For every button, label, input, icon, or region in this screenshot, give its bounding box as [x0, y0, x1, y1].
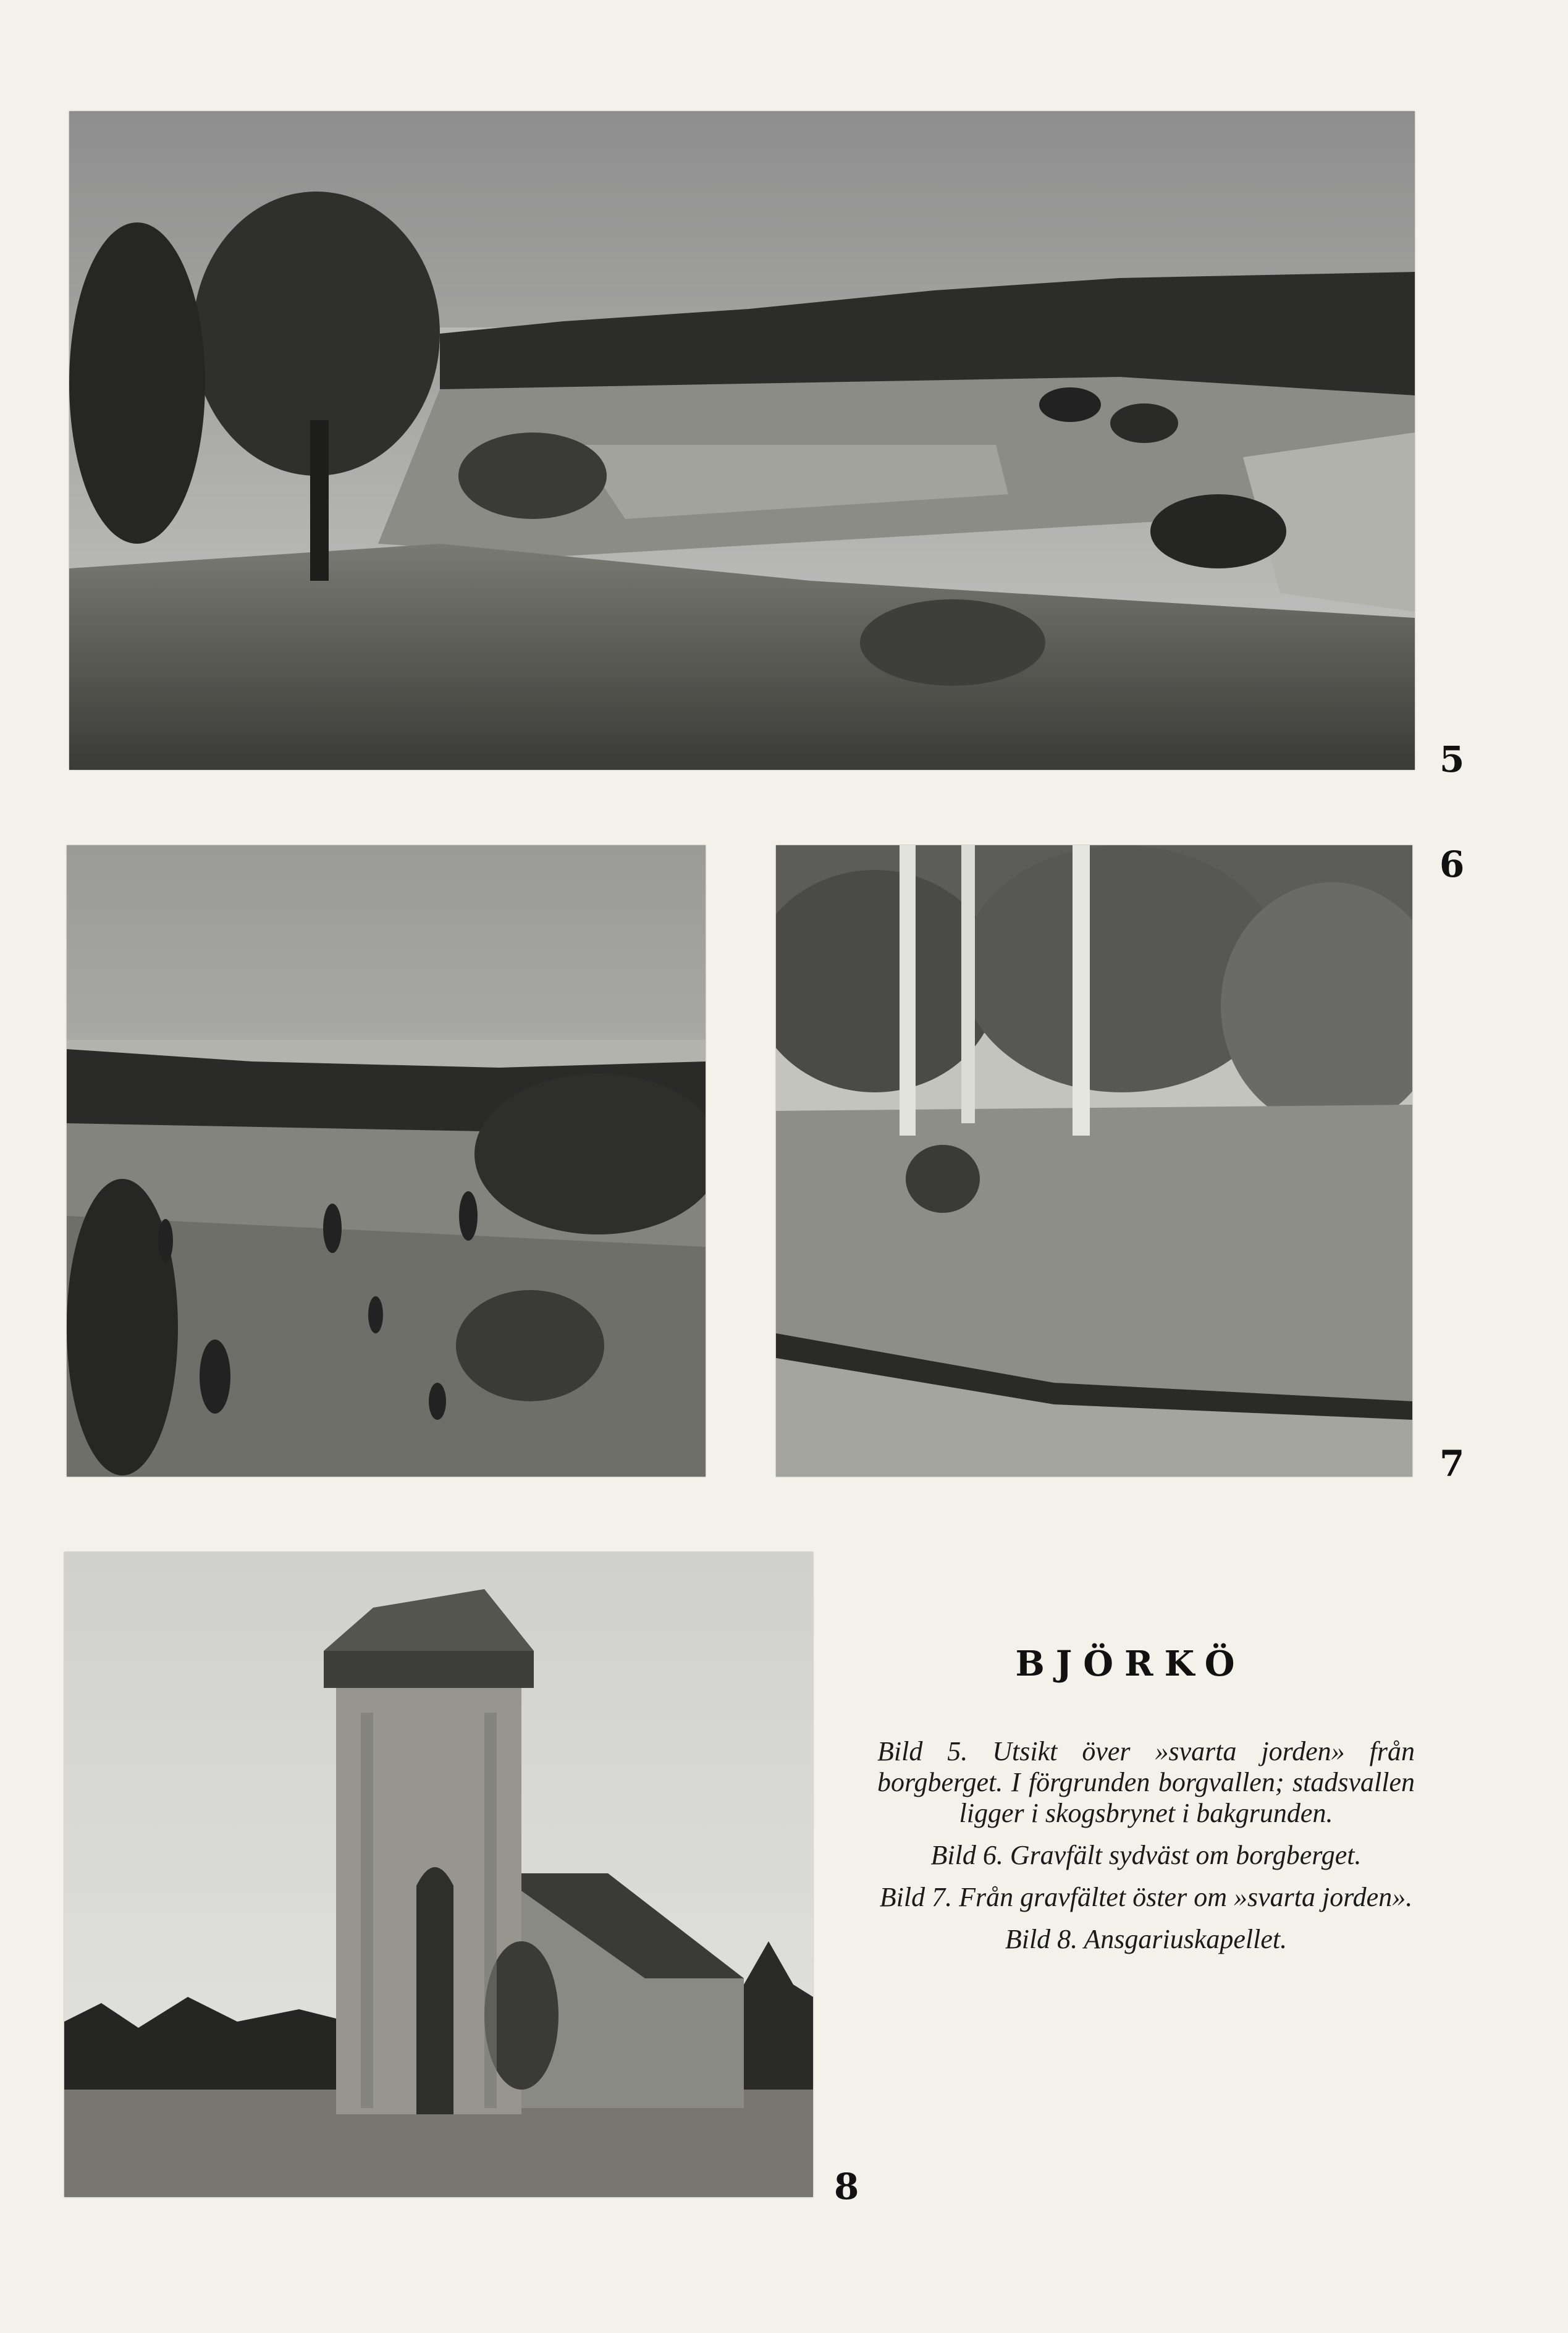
photo-bild-6 — [67, 845, 706, 1477]
birch-grove-illustration — [776, 845, 1412, 1477]
chapel-illustration — [64, 1552, 813, 2197]
figure-number-8: 8 — [834, 2166, 859, 2208]
caption-block — [877, 1736, 1415, 1966]
photo-bild-5 — [69, 111, 1415, 770]
figure-number-5: 5 — [1439, 738, 1465, 780]
burial-field-illustration — [67, 845, 706, 1477]
figure-number-7: 7 — [1439, 1443, 1465, 1485]
caption-bild-5: Bild 5. Utsikt över »svarta jorden» från borgberget. I förgrunden borgvallen; stadsvallen ligger i skogsbrynet i bakgrunden. — [877, 1736, 1415, 1828]
photo-bild-7 — [776, 845, 1412, 1477]
caption-bild-6: Bild 6. Gravfält sydväst om borgberget. — [930, 1840, 1362, 1870]
figure-number-6: 6 — [1439, 843, 1465, 885]
caption-bild-8: Bild 8. Ansgariuskapellet. — [1005, 1924, 1288, 1954]
landscape-illustration — [69, 111, 1415, 770]
caption-bild-7: Bild 7. Från gravfältet öster om »svarta jorden». — [879, 1882, 1413, 1912]
page-title: BJÖRKÖ — [1015, 1643, 1246, 1684]
photo-bild-8 — [64, 1552, 813, 2197]
